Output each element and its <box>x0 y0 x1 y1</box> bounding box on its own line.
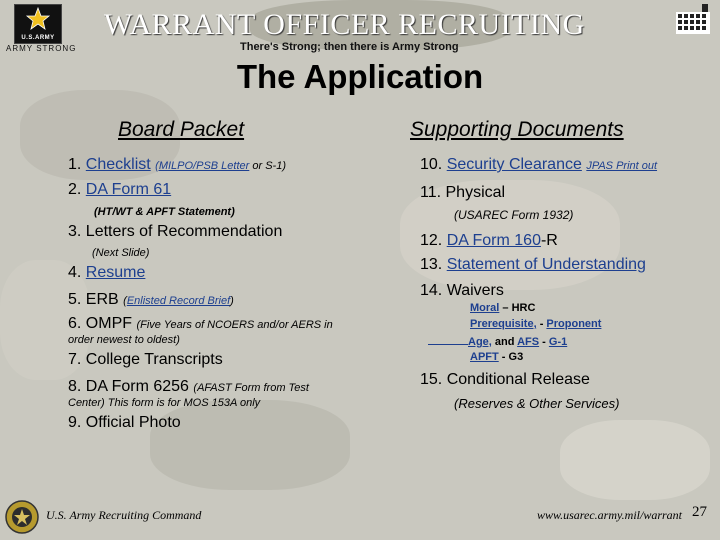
item-number: 1. <box>68 156 82 173</box>
next-slide-note: (Next Slide) <box>92 247 150 259</box>
footer-organization: U.S. Army Recruiting Command <box>46 508 202 522</box>
afast-note: (AFAST Form from Test <box>193 382 309 394</box>
usarec-form-note: (USAREC Form 1932) <box>454 208 574 222</box>
supporting-documents-heading: Supporting Documents <box>410 118 624 141</box>
list-item-letters: 3. Letters of Recommendation <box>68 223 283 240</box>
list-item-checklist <box>68 156 286 174</box>
list-item-waivers: 14. Waivers <box>420 282 504 299</box>
list-item-transcripts: 7. College Transcripts <box>68 351 223 368</box>
list-item-physical: 11. Physical <box>420 184 506 201</box>
afs-link[interactable]: AFS <box>517 336 540 348</box>
statement-of-understanding-link[interactable]: Statement of Understanding <box>446 256 646 273</box>
item-number: 10. <box>420 156 443 173</box>
afast-note-continued: Center) This form is for MOS 153A only <box>68 397 261 409</box>
recruiting-command-seal-icon <box>4 498 40 536</box>
ompf-note: (Five Years of NCOERS and/or AERS in <box>136 319 333 331</box>
army-logo <box>14 4 62 44</box>
list-item-resume <box>68 264 145 282</box>
milpo-link[interactable]: (MILPO/PSB Letter <box>155 160 250 172</box>
da-form-61-link[interactable]: DA Form 61 <box>85 181 172 198</box>
apft-link[interactable]: APFT <box>470 351 499 363</box>
moral-rest: – HRC <box>499 302 536 314</box>
apft-rest: - G3 <box>498 351 524 363</box>
page-title: The Application <box>236 58 484 95</box>
list-item-da-form-160 <box>420 232 558 250</box>
list-item-security-clearance <box>420 156 657 174</box>
star-icon <box>25 7 51 31</box>
age-sep: and <box>491 336 518 348</box>
list-item-ompf <box>68 315 333 333</box>
g1-link[interactable]: G-1 <box>548 336 568 348</box>
list-item-official-photo: 9. Official Photo <box>68 414 181 431</box>
ompf-label: 6. OMPF <box>68 315 133 332</box>
checklist-link[interactable]: Checklist <box>85 156 151 173</box>
logo-text: U.S.ARMY <box>21 35 55 41</box>
resume-link[interactable]: Resume <box>85 264 146 281</box>
footer-url[interactable]: www.usarec.army.mil/warrant <box>537 508 683 522</box>
underline-spacer <box>428 334 468 345</box>
prerequisite-link[interactable]: Prerequisite, <box>470 318 537 330</box>
army-strong-tagline: ARMY STRONG <box>6 44 77 53</box>
banner-title: WARRANT OFFICER RECRUITING <box>104 8 585 41</box>
camo-patch <box>560 420 710 500</box>
conditional-release-note: (Reserves & Other Services) <box>454 396 620 411</box>
da-form-160-link[interactable]: DA Form 160 <box>446 232 541 249</box>
jpas-link[interactable]: JPAS Print out <box>586 160 658 172</box>
item-number: 13. <box>420 256 443 273</box>
building-grid-icon <box>676 4 710 34</box>
erb-note-close: ) <box>230 295 234 307</box>
list-item-da-form-6256 <box>68 378 309 396</box>
ompf-note-continued: order newest to oldest) <box>68 334 180 346</box>
enlisted-record-brief-link[interactable]: Enlisted Record Brief <box>126 295 231 307</box>
list-item-conditional-release: 15. Conditional Release <box>420 371 590 388</box>
list-item-erb <box>68 291 234 309</box>
item-number: 2. <box>68 181 82 198</box>
banner-subtitle: There's Strong; then there is Army Strong <box>240 41 459 53</box>
waiver-moral <box>470 302 535 314</box>
moral-link[interactable]: Moral <box>470 302 500 314</box>
afs-sep: - <box>539 336 549 348</box>
proponent-link[interactable]: Proponent <box>546 318 602 330</box>
waiver-prerequisite <box>470 318 601 330</box>
waiver-age <box>428 334 567 348</box>
prerequisite-sep: - <box>536 318 547 330</box>
da-form-6256-label: 8. DA Form 6256 <box>68 378 189 395</box>
board-packet-heading: Board Packet <box>118 118 245 141</box>
list-item-statement <box>420 256 646 274</box>
da-form-160-suffix: -R <box>540 232 558 249</box>
list-item-da-form-61 <box>68 181 171 199</box>
page-number: 27 <box>692 504 707 520</box>
item-number: 4. <box>68 264 82 281</box>
erb-label: 5. ERB <box>68 291 119 308</box>
age-link[interactable]: Age, <box>468 336 492 348</box>
header <box>0 0 720 56</box>
erb-note-open: ( <box>123 295 127 307</box>
waiver-apft <box>470 351 523 363</box>
security-clearance-link[interactable]: Security Clearance <box>446 156 582 173</box>
da-form-61-note: (HT/WT & APFT Statement) <box>94 206 235 218</box>
checklist-note: or S-1) <box>249 160 286 172</box>
item-number: 12. <box>420 232 443 249</box>
